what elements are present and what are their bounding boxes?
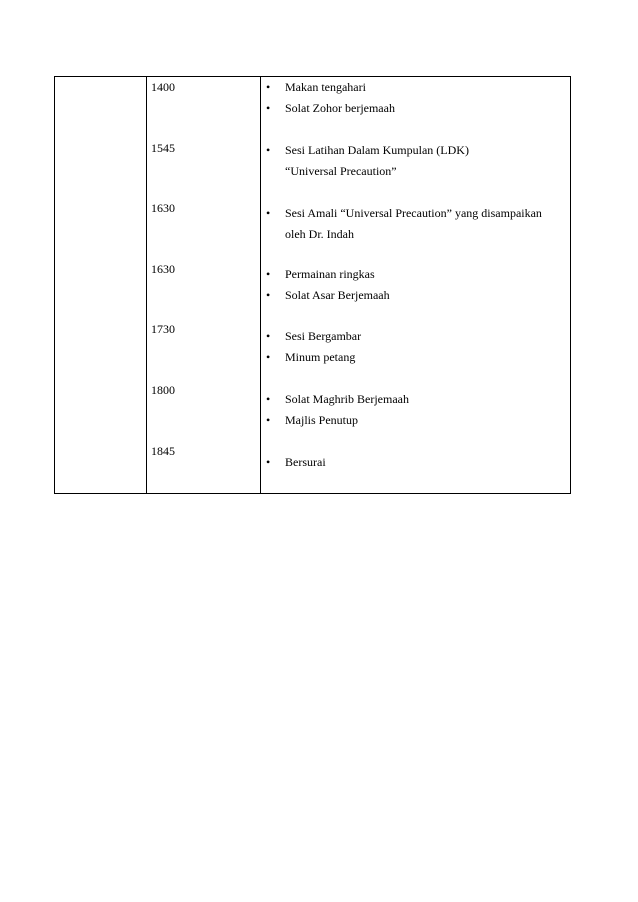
list-item-label: Permainan ringkas — [285, 267, 375, 281]
list-item — [266, 143, 469, 157]
column-divider-left — [146, 77, 147, 493]
list-item — [266, 392, 409, 406]
list-item-label: Majlis Penutup — [285, 413, 359, 427]
list-item — [266, 329, 362, 343]
list-item-label: Solat Zohor berjemaah — [285, 101, 395, 115]
list-item — [266, 267, 375, 281]
time-cell: 1800 — [151, 383, 175, 397]
time-cell: 1630 — [151, 262, 175, 276]
schedule-table — [54, 76, 571, 494]
bullet-icon: • — [266, 101, 271, 115]
time-cell: 1630 — [151, 201, 175, 215]
list-item — [266, 101, 395, 115]
bullet-icon: • — [266, 288, 271, 302]
list-item-label: Sesi Bergambar — [285, 329, 362, 343]
list-item — [266, 288, 390, 302]
list-item-label: Sesi Amali “Universal Precaution” yang disampaikan — [285, 206, 542, 220]
bullet-icon: • — [266, 329, 271, 343]
list-item-label: Bersurai — [285, 455, 326, 469]
list-item-continuation: oleh Dr. Indah — [285, 227, 354, 241]
bullet-icon: • — [266, 413, 271, 427]
list-item — [266, 350, 356, 364]
list-item — [266, 413, 359, 427]
list-item-label: Makan tengahari — [285, 80, 366, 94]
bullet-icon: • — [266, 80, 271, 94]
bullet-icon: • — [266, 143, 271, 157]
list-item-label: Sesi Latihan Dalam Kumpulan (LDK) — [285, 143, 469, 157]
time-cell: 1730 — [151, 322, 175, 336]
list-item — [266, 455, 326, 469]
list-item-label: Solat Asar Berjemaah — [285, 288, 390, 302]
time-cell: 1400 — [151, 80, 175, 94]
bullet-icon: • — [266, 392, 271, 406]
bullet-icon: • — [266, 455, 271, 469]
list-item — [266, 80, 366, 94]
list-item-label: Minum petang — [285, 350, 356, 364]
bullet-icon: • — [266, 350, 271, 364]
time-cell: 1845 — [151, 444, 175, 458]
list-item-label: Solat Maghrib Berjemaah — [285, 392, 409, 406]
bullet-icon: • — [266, 206, 271, 220]
column-divider-right — [260, 77, 261, 493]
list-item — [266, 206, 542, 220]
list-item-continuation: “Universal Precaution” — [285, 164, 397, 178]
bullet-icon: • — [266, 267, 271, 281]
time-cell: 1545 — [151, 141, 175, 155]
